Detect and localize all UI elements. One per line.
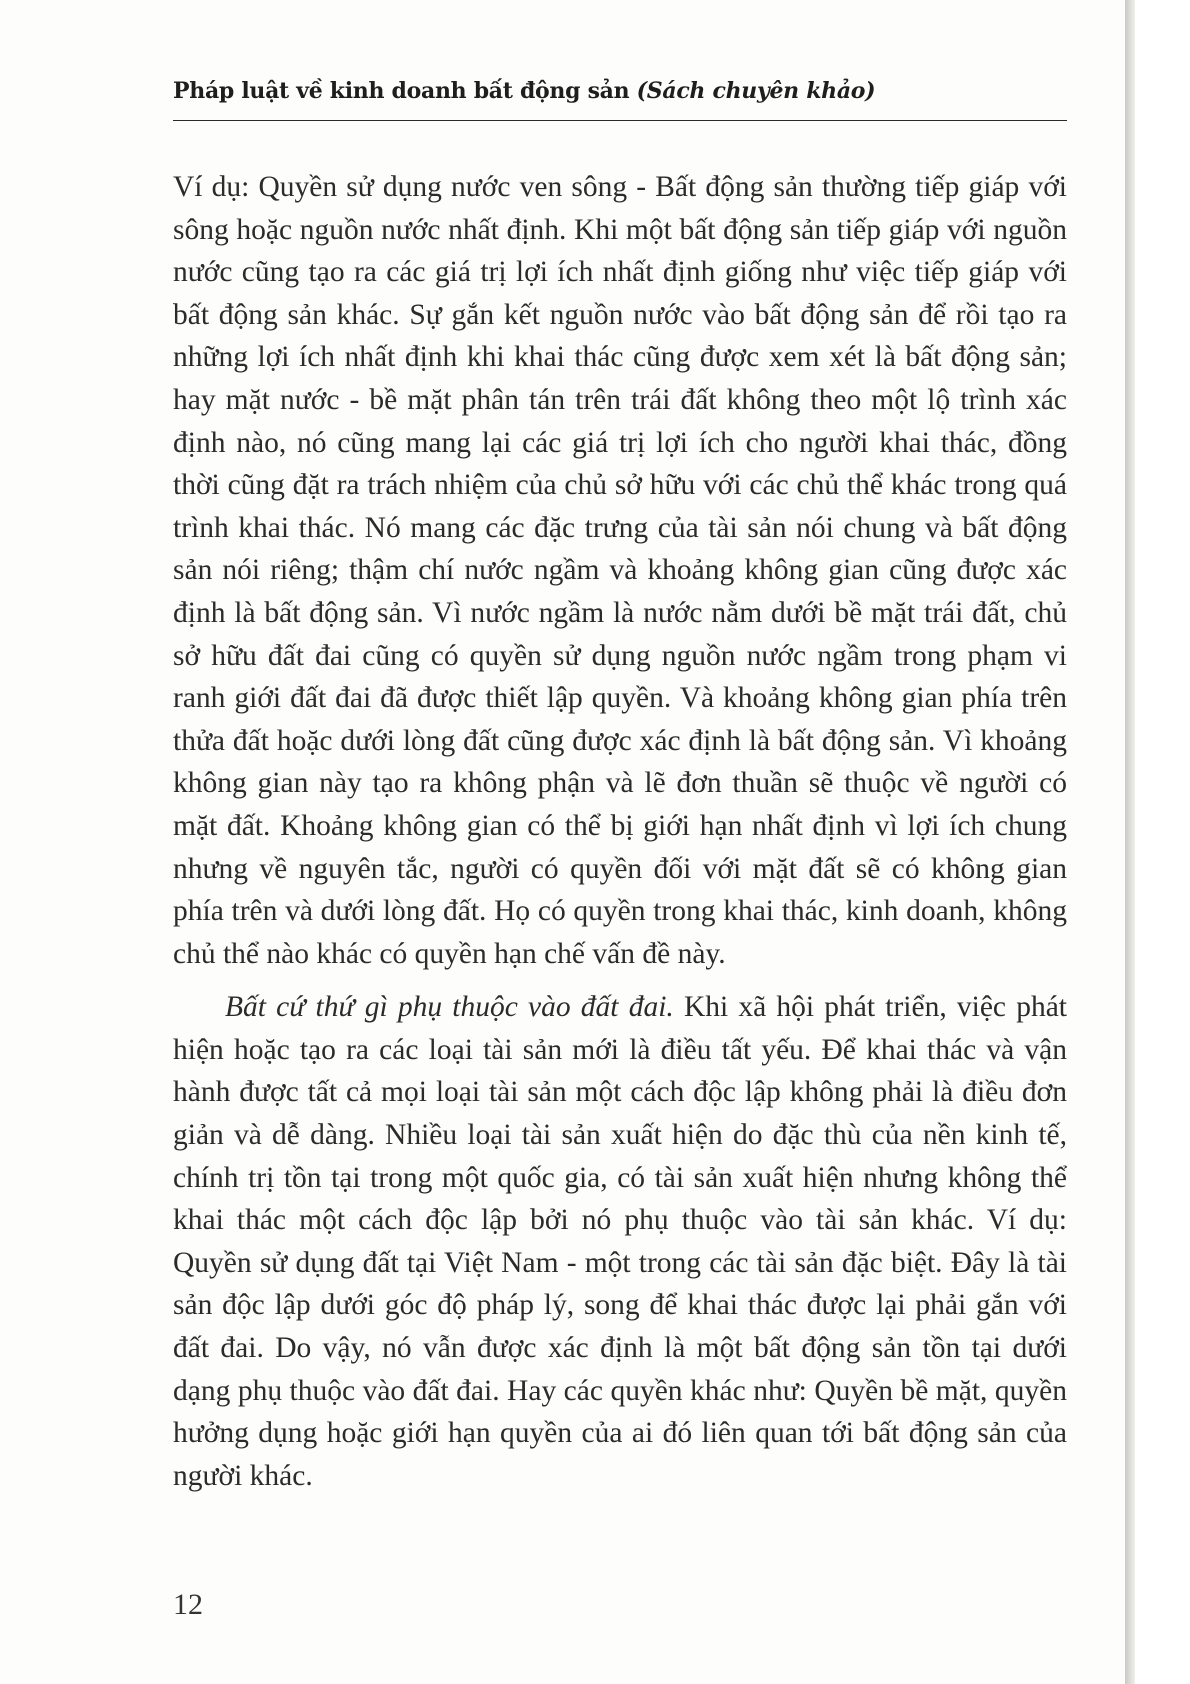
running-header-subtitle: (Sách chuyên khảo): [636, 78, 876, 104]
paragraph-dependent-property: [173, 986, 1067, 1497]
header-rule: [173, 120, 1067, 121]
paragraph-water-rights: Ví dụ: Quyền sử dụng nước ven sông - Bất động sản thường tiếp giáp với sông hoặc nguồn nước nhất định. Khi một bất động sản tiếp giáp với nguồn nước cũng tạo ra các giá trị lợi ích nhất định giống như việc tiếp giáp với bất động sản khác. Sự gắn kết nguồn nước vào bất động sản để rồi tạo ra những lợi ích nhất định khi khai thác cũng được xem xét là bất động sản; hay mặt nước - bề mặt phân tán trên trái đất không theo một lộ trình xác định nào, nó cũng mang lại các giá trị lợi ích cho người khai thác, đồng thời cũng đặt ra trách nhiệm của chủ sở hữu với các chủ thể khác trong quá trình khai thác. Nó mang các đặc trưng của tài sản nói chung và bất động sản nói riêng; thậm chí nước ngầm và khoảng không gian cũng được xác định là bất động sản. Vì nước ngầm là nước nằm dưới bề mặt trái đất, chủ sở hữu đất đai cũng có quyền sử dụng nguồn nước ngầm trong phạm vi ranh giới đất đai đã được thiết lập quyền. Và khoảng không gian phía trên thửa đất hoặc dưới lòng đất cũng được xác định là bất động sản. Vì khoảng không gian này tạo ra không phận và lẽ đơn thuần sẽ thuộc về người có mặt đất. Khoảng không gian có thể bị giới hạn nhất định vì lợi ích chung nhưng về nguyên tắc, người có quyền đối với mặt đất sẽ có không gian phía trên và dưới lòng đất. Họ có quyền trong khai thác, kinh doanh, không chủ thể nào khác có quyền hạn chế vấn đề này.: [173, 171, 1067, 970]
running-header-title: Pháp luật về kinh doanh bất động sản: [173, 78, 630, 104]
paragraph-lead-italic: Bất cứ thứ gì phụ thuộc vào đất đai.: [225, 991, 674, 1024]
page-edge: [1125, 0, 1135, 1684]
body-text: [173, 166, 1067, 1497]
paragraph-body: Khi xã hội phát triển, việc phát hiện hoặc tạo ra các loại tài sản mới là điều tất yếu. Để khai thác và vận hành được tất cả mọi loại tài sản một cách độc lập không phải là điều đơn giản và dễ dàng. Nhiều loại tài sản xuất hiện do đặc thù của nền kinh tế, chính trị tồn tại trong một quốc gia, có tài sản xuất hiện nhưng không thể khai thác một cách độc lập bởi nó phụ thuộc vào tài sản khác. Ví dụ: Quyền sử dụng đất tại Việt Nam - một trong các tài sản đặc biệt. Đây là tài sản độc lập dưới góc độ pháp lý, song để khai thác được lại phải gắn với đất đai. Do vậy, nó vẫn được xác định là một bất động sản tồn tại dưới dạng phụ thuộc vào đất đai. Hay các quyền khác như: Quyền bề mặt, quyền hưởng dụng hoặc giới hạn quyền của ai đó liên quan tới bất động sản của người khác.: [173, 991, 1067, 1492]
page-number: 12: [173, 1588, 203, 1621]
running-header: [173, 78, 1067, 104]
